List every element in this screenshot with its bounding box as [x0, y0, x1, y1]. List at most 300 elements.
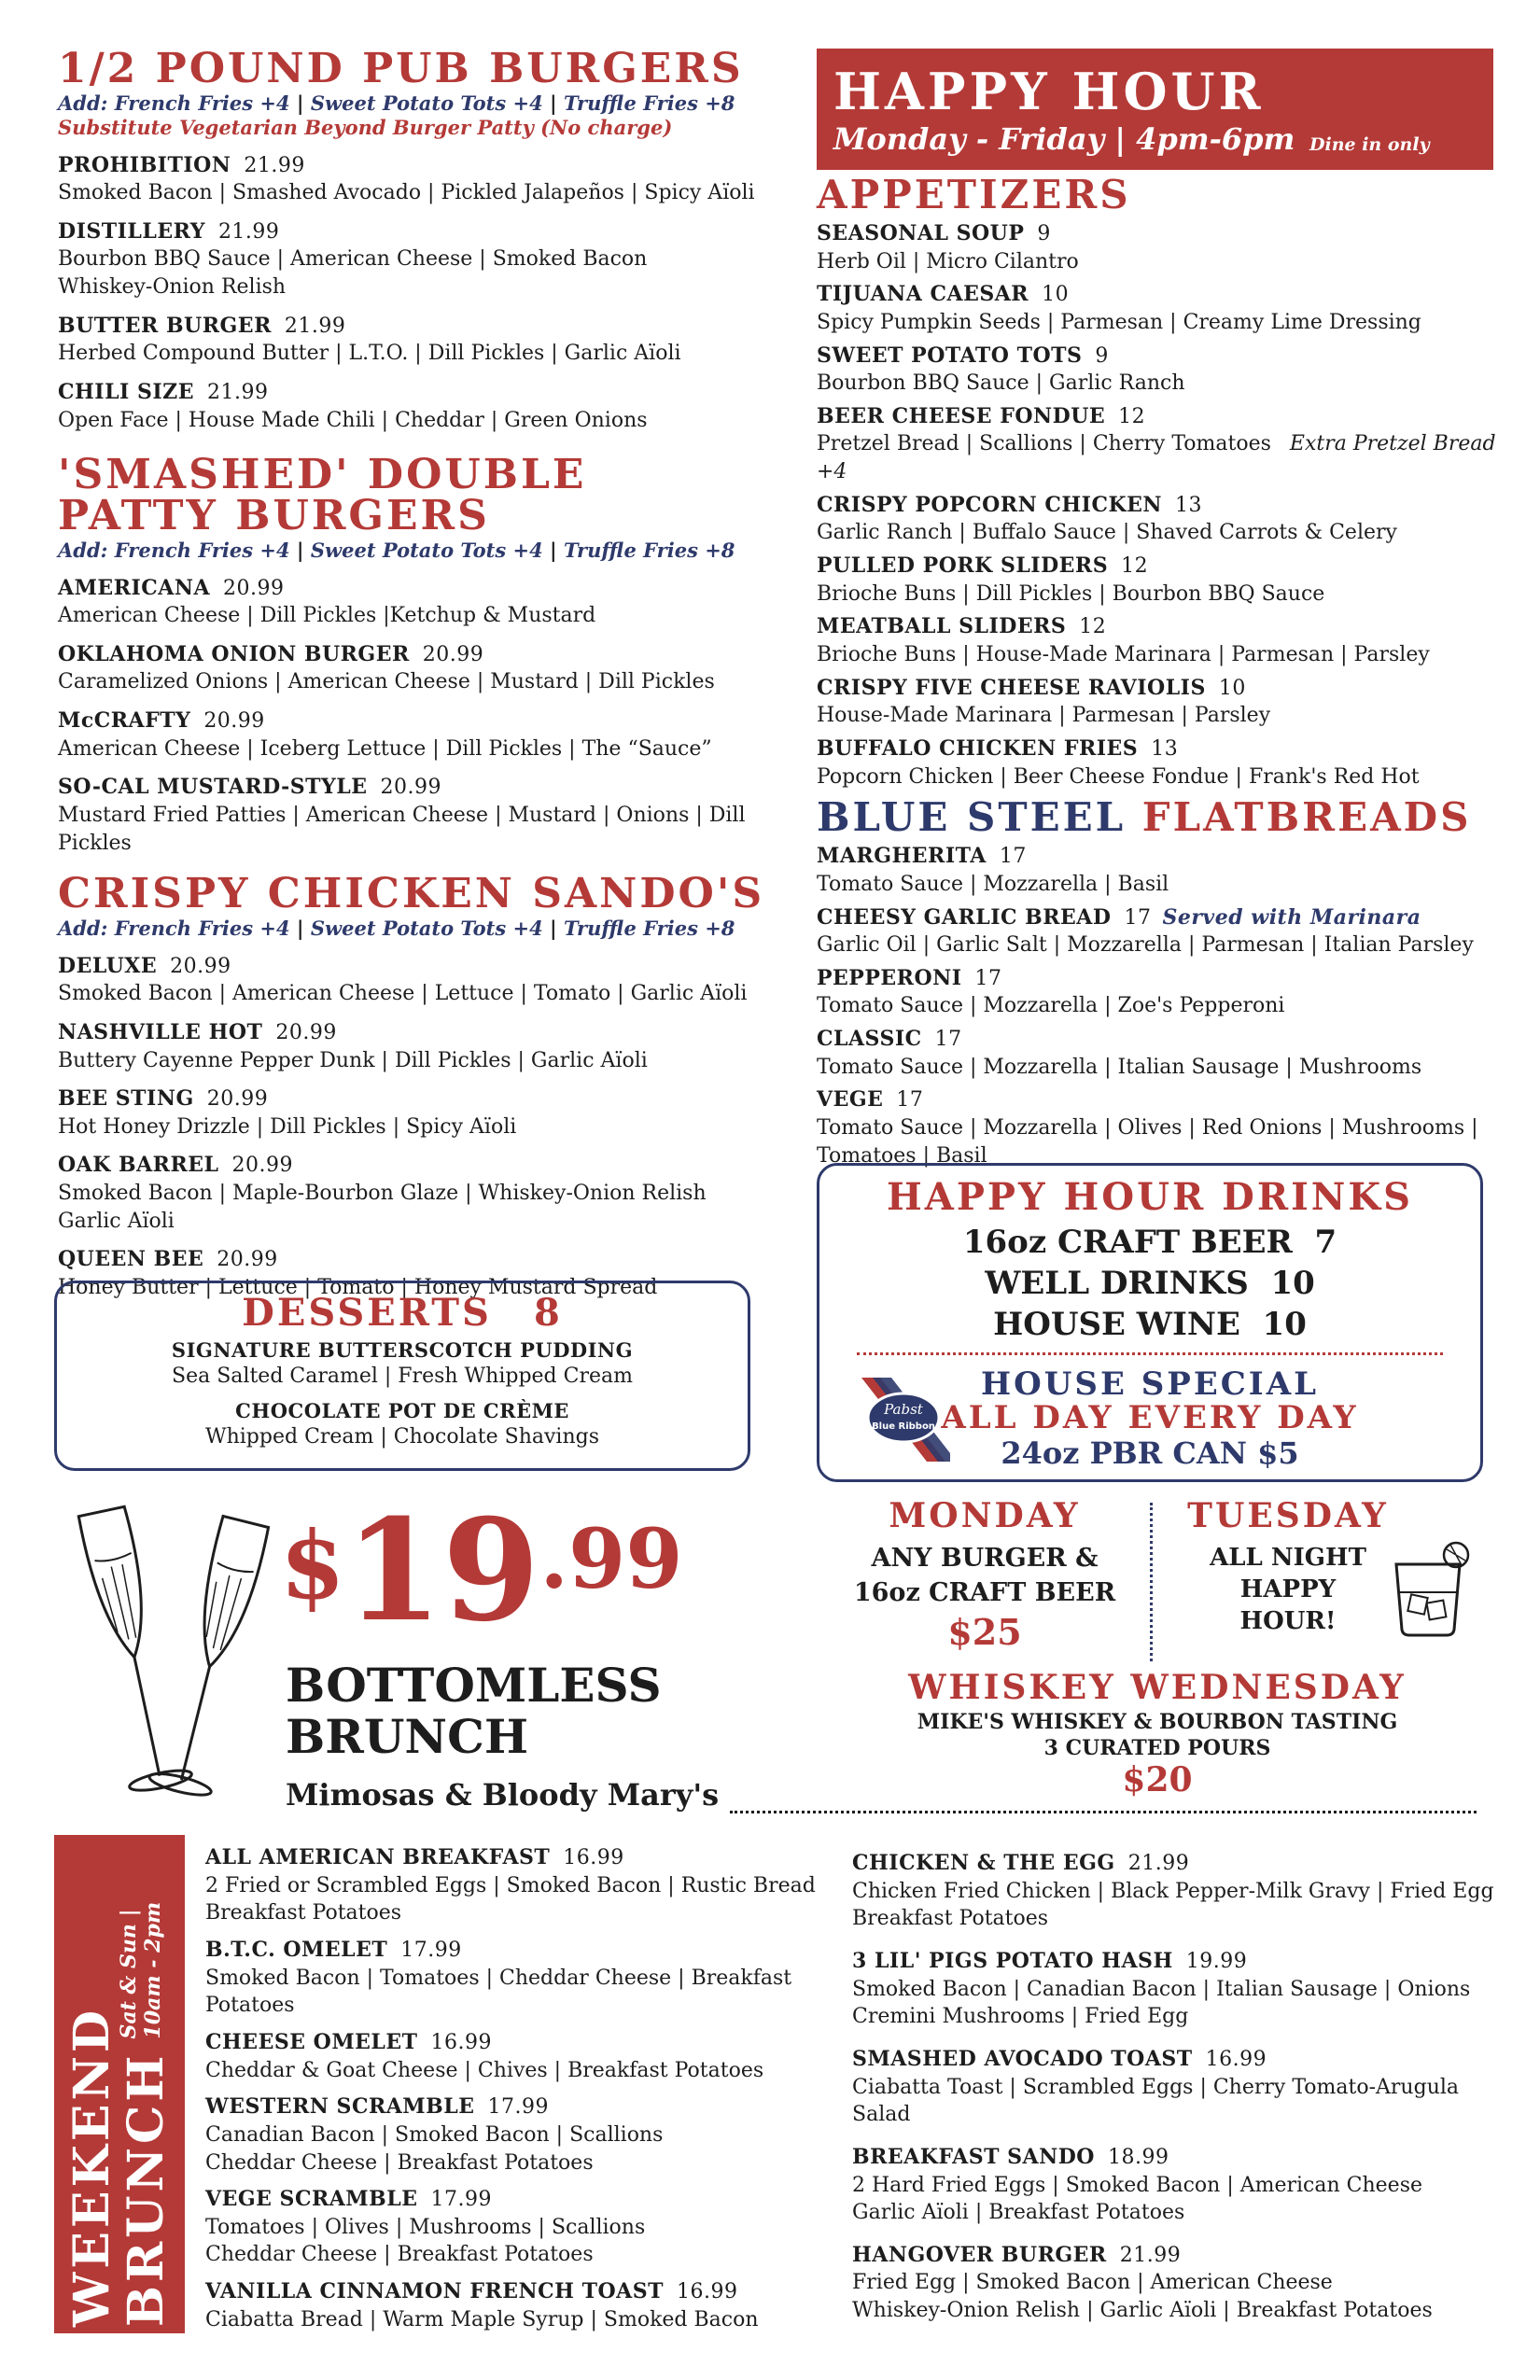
item-description	[58, 980, 795, 1008]
item-description	[205, 2241, 840, 2269]
banner-text	[63, 1841, 175, 2327]
item-name	[817, 492, 1507, 520]
item-description	[817, 248, 1507, 276]
desserts-price: 8	[534, 1291, 563, 1335]
item-description	[205, 1965, 840, 2020]
menu-item	[817, 553, 1507, 608]
item-title: MEATBALL SLIDERS	[817, 614, 1067, 639]
section-title: 1/2 POUND PUB BURGERS	[58, 45, 744, 92]
description-text: Pretzel Bread | Scallions | Cherry Tomatoes	[817, 432, 1271, 456]
item-price: 20.99	[380, 776, 441, 800]
drink-line: 16oz CRAFT BEER 7	[962, 1224, 1337, 1261]
whiskey-glass-illustration	[1389, 1536, 1473, 1639]
item-price: 12	[1079, 615, 1107, 639]
item-price: 21.99	[217, 219, 280, 244]
item-price: 9	[1037, 222, 1051, 245]
item-title: SEASONAL SOUP	[817, 221, 1025, 245]
description-text: Cheddar Cheese | Breakfast Potatoes	[205, 2243, 594, 2267]
description-text: Tomatoes | Basil	[817, 1143, 987, 1168]
item-description	[58, 1113, 795, 1141]
description-text: House-Made Marinara | Parmesan | Parsley	[817, 704, 1271, 728]
addon-truffle: Truffle Fries +8	[563, 539, 735, 563]
substitute-note: Substitute Vegetarian Beyond Burger Patty (No charge)	[58, 116, 673, 140]
item-title: WESTERN SCRAMBLE	[205, 2094, 475, 2120]
item-description	[817, 871, 1507, 899]
item-price: 17	[1124, 905, 1152, 930]
addons-line: Add: French Fries +4 | Sweet Potato Tots +4 | Truffle Fries +8	[58, 917, 735, 941]
item-title: PULLED PORK SLIDERS	[817, 553, 1109, 579]
item-price: 17.99	[487, 2095, 549, 2120]
description-text: Bourbon BBQ Sauce | American Cheese | Smoked Bacon	[58, 247, 648, 272]
section-title: APPETIZERS	[817, 172, 1131, 217]
champagne-glasses-icon	[58, 1499, 282, 1816]
item-name	[817, 343, 1507, 371]
menu-item	[58, 1085, 795, 1141]
weekday-divider	[1150, 1503, 1153, 1661]
item-title: VANILLA CINNAMON FRENCH TOAST	[205, 2279, 664, 2304]
item-description	[817, 370, 1507, 398]
item-title: B.T.C. OMELET	[205, 1937, 388, 1962]
menu-item	[205, 1937, 840, 2020]
item-price: 17	[999, 845, 1027, 869]
price-main: 19	[344, 1489, 540, 1653]
item-name	[58, 1246, 795, 1274]
item-price: 17.99	[400, 1938, 462, 1962]
menu-item	[817, 220, 1507, 275]
svg-text:Blue Ribbon: Blue Ribbon	[872, 1421, 935, 1432]
item-price: 16.99	[1205, 2047, 1267, 2071]
drinks-title: HAPPY HOUR DRINKS	[886, 1175, 1413, 1219]
description-text: American Cheese | Dill Pickles |Ketchup & Mustard	[58, 604, 596, 628]
monday-special	[840, 1496, 1129, 1653]
menu-item	[817, 403, 1507, 486]
item-description	[58, 735, 795, 763]
item-name	[817, 613, 1507, 641]
item-title: SMASHED AVOCADO TOAST	[852, 2046, 1193, 2071]
item-description	[817, 1114, 1507, 1142]
description-text: American Cheese | Iceberg Lettuce | Dill Pickles | The “Sauce”	[58, 736, 712, 761]
tuesday-title: TUESDAY	[1187, 1496, 1389, 1535]
description-text: Breakfast Potatoes	[205, 1901, 402, 1925]
addon-tots: Sweet Potato Tots +4	[310, 917, 543, 941]
item-price: 20.99	[422, 642, 484, 666]
item-name	[58, 1085, 795, 1113]
appetizers-section	[817, 172, 1507, 791]
item-title: SO-CAL MUSTARD-STYLE	[58, 775, 368, 800]
item-price: 10	[1042, 283, 1070, 307]
item-description	[205, 1872, 840, 1900]
description-text: 2 Hard Fried Eggs | Smoked Bacon | American Cheese	[852, 2173, 1423, 2197]
addon-tots: Sweet Potato Tots +4	[310, 91, 543, 115]
description-text: Brioche Buns | House-Made Marinara | Parmesan | Parsley	[817, 642, 1430, 666]
description-text: 2 Fried or Scrambled Eggs | Smoked Bacon | Rustic Bread	[205, 1873, 816, 1897]
item-name	[852, 2046, 1505, 2074]
item-name	[58, 1152, 795, 1180]
tuesday-line: HOUR!	[1239, 1607, 1337, 1635]
description-text: Cheddar Cheese | Breakfast Potatoes	[205, 2150, 594, 2175]
special-sub: ALL DAY EVERY DAY	[941, 1399, 1359, 1436]
menu-item	[58, 575, 795, 630]
description-text: Fried Egg | Smoked Bacon | American Cheese	[852, 2271, 1333, 2295]
happy-hour-title: HAPPY HOUR	[833, 62, 1265, 121]
item-price: 20.99	[231, 1154, 293, 1178]
banner-line-1: WEEKEND	[63, 2006, 120, 2327]
item-title: CHICKEN & THE EGG	[852, 1851, 1115, 1875]
menu-item	[817, 675, 1507, 730]
tuesday-special	[1176, 1496, 1400, 1635]
description-text: Smoked Bacon | Smashed Avocado | Pickled Jalapeños | Spicy Aïoli	[58, 181, 755, 205]
flatbreads-section	[817, 794, 1507, 1169]
item-description	[852, 2003, 1505, 2031]
item-title: McCRAFTY	[58, 708, 191, 734]
banner-line-2: BRUNCH	[118, 2051, 175, 2327]
item-title: HANGOVER BURGER	[852, 2242, 1107, 2267]
item-title: OKLAHOMA ONION BURGER	[58, 641, 410, 666]
item-description	[817, 519, 1507, 547]
item-description	[852, 2297, 1505, 2325]
drink-line: WELL DRINKS 10	[985, 1265, 1315, 1302]
item-name	[817, 735, 1507, 763]
item-name	[205, 2186, 840, 2214]
item-description	[58, 407, 795, 435]
description-text: Smoked Bacon | American Cheese | Lettuce | Tomato | Garlic Aïoli	[58, 982, 748, 1006]
dotted-rule	[730, 1811, 1477, 1813]
item-description	[852, 1878, 1505, 1906]
item-title: CLASSIC	[817, 1027, 922, 1052]
addon-fries: Add: French Fries +4	[58, 917, 290, 941]
description-text: Tomato Sauce | Mozzarella | Basil	[817, 872, 1169, 896]
description-text: Cremini Mushrooms | Fried Egg	[852, 2005, 1189, 2029]
wednesday-price: $20	[1122, 1760, 1193, 1799]
addon-fries: Add: French Fries +4	[58, 91, 290, 115]
item-description	[58, 602, 795, 630]
item-description	[817, 430, 1507, 485]
dotted-divider	[857, 1352, 1443, 1355]
menu-list	[58, 575, 795, 858]
whiskey-wednesday	[868, 1668, 1447, 1799]
item-name	[205, 1937, 840, 1965]
item-price: 18.99	[1107, 2145, 1169, 2169]
left-column	[58, 45, 795, 1302]
item-price: 17.99	[430, 2188, 492, 2212]
item-title: CRISPY FIVE CHEESE RAVIOLIS	[817, 675, 1206, 700]
description-text: Brioche Buns | Dill Pickles | Bourbon BBQ Sauce	[817, 581, 1325, 606]
menu-item	[817, 343, 1507, 398]
menu-item	[817, 281, 1507, 336]
item-description	[58, 340, 795, 368]
item-price: 20.99	[170, 954, 231, 978]
item-price: 17	[896, 1088, 924, 1113]
description-text: Tomato Sauce | Mozzarella | Olives | Red Onions | Mushrooms |	[817, 1115, 1478, 1140]
item-description	[58, 1180, 795, 1208]
description-text: Tomato Sauce | Mozzarella | Italian Sausage | Mushrooms	[817, 1055, 1422, 1079]
item-price: 20.99	[206, 1087, 269, 1112]
item-description	[852, 2172, 1505, 2200]
item-price: 21.99	[244, 153, 305, 177]
pub-burgers-section	[58, 45, 795, 434]
price-cents: .99	[539, 1510, 683, 1607]
dessert-item	[57, 1398, 748, 1451]
menu-list	[58, 152, 795, 435]
item-title: CHEESE OMELET	[205, 2029, 418, 2054]
menu-item	[58, 379, 795, 434]
item-name	[205, 1844, 840, 1872]
menu-item	[852, 1948, 1505, 2031]
item-name	[817, 675, 1507, 703]
item-title: PROHIBITION	[58, 152, 231, 177]
menu-list	[58, 953, 795, 1302]
happy-hour-banner	[817, 49, 1493, 170]
item-title: MARGHERITA	[817, 844, 987, 869]
item-description	[817, 992, 1507, 1020]
desserts-title: DESSERTS	[242, 1291, 492, 1335]
item-name	[58, 641, 795, 669]
monday-price: $25	[947, 1611, 1022, 1653]
item-price: 10	[1218, 676, 1246, 700]
item-price: 20.99	[275, 1020, 337, 1044]
item-description	[817, 309, 1507, 337]
item-description	[817, 931, 1507, 959]
brunch-line: BRUNCH	[286, 1709, 529, 1764]
item-title: PEPPERONI	[817, 965, 962, 990]
menu-item	[852, 1850, 1505, 1933]
description-text: Breakfast Potatoes	[852, 1907, 1049, 1931]
dessert-name: CHOCOLATE POT DE CRÈME	[235, 1398, 569, 1422]
price-dollar: $	[280, 1510, 345, 1620]
item-name	[852, 1850, 1505, 1878]
description-text: Cheddar & Goat Cheese | Chives | Breakfast Potatoes	[205, 2058, 764, 2082]
menu-item	[852, 2242, 1505, 2325]
menu-item	[817, 843, 1507, 898]
description-text: Honey Butter | Lettuce | Tomato | Honey Mustard Spread	[58, 1276, 658, 1300]
item-name	[58, 1019, 795, 1047]
chicken-sandos-section	[58, 870, 795, 1301]
description-text: Chicken Fried Chicken | Black Pepper-Milk Gravy | Fried Egg	[852, 1879, 1494, 1903]
section-title	[817, 794, 1507, 841]
item-title: VEGE	[817, 1087, 884, 1113]
desserts-box	[54, 1281, 750, 1471]
description-text: Whiskey-Onion Relish	[58, 275, 287, 300]
item-name	[817, 553, 1507, 581]
menu-item	[817, 904, 1507, 959]
item-name	[852, 2242, 1505, 2270]
menu-item	[205, 2278, 840, 2333]
item-name	[58, 218, 795, 246]
item-description	[852, 2269, 1505, 2297]
item-price: 19.99	[1185, 1949, 1248, 1973]
item-description	[817, 581, 1507, 609]
happy-hour-drinks-box	[817, 1163, 1483, 1482]
item-name	[817, 220, 1507, 248]
addon-fries: Add: French Fries +4	[58, 539, 290, 563]
item-name	[817, 965, 1507, 993]
item-description	[205, 2306, 840, 2334]
bottomless-heading	[286, 1659, 719, 1813]
item-description	[852, 1905, 1505, 1933]
item-price: 21.99	[1119, 2243, 1182, 2267]
section-title	[58, 451, 795, 540]
item-description	[58, 1047, 795, 1075]
item-description	[58, 802, 795, 857]
item-title: CHILI SIZE	[58, 380, 195, 405]
smashed-burgers-section	[58, 451, 795, 857]
description-text: Smoked Bacon | Maple-Bourbon Glaze | Whiskey-Onion Relish	[58, 1182, 707, 1206]
item-title: QUEEN BEE	[58, 1247, 204, 1272]
item-name	[58, 774, 795, 802]
tuesday-line: HAPPY	[1239, 1575, 1337, 1603]
title-line-1: 'SMASHED' DOUBLE	[58, 451, 587, 499]
item-name	[58, 707, 795, 735]
item-price: 20.99	[217, 1248, 278, 1272]
dessert-desc: Whipped Cream | Chocolate Shavings	[204, 1425, 599, 1449]
section-title: CRISPY CHICKEN SANDO'S	[58, 870, 765, 918]
item-name	[205, 2278, 840, 2306]
description-text: Smoked Bacon | Tomatoes | Cheddar Cheese | Breakfast Potatoes	[205, 1966, 792, 2018]
item-description	[852, 1976, 1505, 2004]
brunch-left-column	[205, 1835, 840, 2333]
menu-item	[817, 492, 1507, 547]
brunch-price	[280, 1489, 683, 1653]
pbr-logo	[857, 1373, 950, 1466]
item-name	[58, 313, 795, 341]
monday-line: 16oz CRAFT BEER	[853, 1578, 1116, 1607]
svg-text:Pabst: Pabst	[884, 1401, 923, 1418]
item-price: 16.99	[430, 2030, 493, 2054]
dessert-name: SIGNATURE BUTTERSCOTCH PUDDING	[171, 1338, 634, 1362]
menu-item	[852, 2144, 1505, 2227]
item-name	[852, 1948, 1505, 1976]
weekend-brunch-banner	[54, 1835, 185, 2333]
description-text: Garlic Ranch | Buffalo Sauce | Shaved Carrots & Celery	[817, 521, 1397, 545]
item-title: NASHVILLE HOT	[58, 1019, 263, 1044]
addon-tots: Sweet Potato Tots +4	[310, 539, 543, 563]
description-text: Tomatoes | Olives | Mushrooms | Scallions	[205, 2215, 646, 2239]
item-price: 13	[1174, 493, 1202, 517]
appetizer-list	[817, 220, 1507, 791]
menu-item	[58, 707, 795, 763]
item-price: 16.99	[563, 1846, 624, 1869]
description-text: Tomato Sauce | Mozzarella | Zoe's Pepperoni	[817, 994, 1285, 1018]
menu-item	[205, 2186, 840, 2269]
item-description	[817, 1054, 1507, 1082]
menu-item	[58, 953, 795, 1008]
description-text: Ciabatta Toast | Scrambled Eggs | Cherry Tomato-Arugula Salad	[852, 2075, 1460, 2127]
item-description	[817, 641, 1507, 669]
item-name	[817, 403, 1507, 431]
menu-item	[58, 641, 795, 696]
addons-line: Add: French Fries +4 | Sweet Potato Tots +4 | Truffle Fries +8	[58, 91, 735, 115]
item-name	[817, 1026, 1507, 1054]
item-description	[817, 763, 1507, 791]
description-text: Garlic Aïoli	[58, 1209, 175, 1233]
description-text: Bourbon BBQ Sauce | Garlic Ranch	[817, 371, 1185, 396]
item-title: 3 LIL' PIGS POTATO HASH	[852, 1948, 1173, 1973]
item-title: VEGE SCRAMBLE	[205, 2187, 418, 2212]
addon-truffle: Truffle Fries +8	[563, 91, 735, 115]
dine-in-note: Dine in only	[1309, 134, 1430, 155]
item-title: SWEET POTATO TOTS	[817, 343, 1083, 368]
item-price: 21.99	[284, 314, 346, 338]
dessert-item	[57, 1337, 748, 1391]
right-column	[817, 172, 1507, 1169]
item-name	[817, 843, 1507, 871]
item-price: 20.99	[223, 576, 285, 600]
monday-line: ANY BURGER &	[871, 1544, 1099, 1573]
description-text: Herb Oil | Micro Cilantro	[817, 249, 1079, 273]
item-extra: Extra Pretzel Bread +4	[817, 432, 1496, 484]
item-name	[205, 2093, 840, 2121]
item-title: OAK BARREL	[58, 1153, 219, 1178]
item-title: DISTILLERY	[58, 218, 205, 244]
item-price: 17	[974, 966, 1002, 990]
item-title: ALL AMERICAN BREAKFAST	[205, 1845, 551, 1869]
description-text: Canadian Bacon | Smoked Bacon | Scallions	[205, 2122, 664, 2147]
wednesday-title: WHISKEY WEDNESDAY	[908, 1668, 1407, 1707]
item-description	[205, 2121, 840, 2149]
menu-item	[205, 1844, 840, 1927]
item-name	[852, 2144, 1505, 2172]
happy-hour-days: Monday - Friday | 4pm-6pm	[833, 121, 1295, 157]
menu-item	[817, 735, 1507, 791]
brunch-right-column	[852, 1835, 1505, 2325]
menu-item	[817, 965, 1507, 1020]
item-title: CRISPY POPCORN CHICKEN	[817, 492, 1162, 517]
item-price: 12	[1118, 404, 1146, 428]
description-text: Ciabatta Bread | Warm Maple Syrup | Smoked Bacon	[205, 2307, 759, 2331]
special-deal: 24oz PBR CAN $5	[1001, 1435, 1299, 1471]
item-description	[852, 2074, 1505, 2129]
description-text: Hot Honey Drizzle | Dill Pickles | Spicy Aïoli	[58, 1114, 517, 1139]
item-description	[817, 702, 1507, 730]
item-name	[58, 152, 795, 180]
item-price: 16.99	[676, 2280, 738, 2304]
special-title: HOUSE SPECIAL	[981, 1365, 1319, 1403]
menu-item	[817, 1086, 1507, 1169]
menu-item	[58, 1152, 795, 1235]
item-price: 17	[934, 1028, 962, 1052]
title-line-2: PATTY BURGERS	[58, 492, 490, 540]
item-title: BUTTER BURGER	[58, 313, 272, 338]
menu-item	[817, 613, 1507, 668]
wednesday-line: MIKE'S WHISKEY & BOURBON TASTING	[917, 1710, 1398, 1734]
description-text: Smoked Bacon | Canadian Bacon | Italian Sausage | Onions	[852, 1977, 1471, 2001]
description-text: Buttery Cayenne Pepper Dunk | Dill Pickles | Garlic Aïoli	[58, 1048, 648, 1072]
description-text: Mustard Fried Patties | American Cheese | Mustard | Onions | Dill Pickles	[58, 804, 746, 855]
dessert-desc: Sea Salted Caramel | Fresh Whipped Cream	[172, 1365, 633, 1389]
item-name	[817, 904, 1507, 932]
menu-item	[58, 218, 795, 301]
item-name	[205, 2029, 840, 2057]
item-description	[205, 2149, 840, 2177]
description-text: Popcorn Chicken | Beer Cheese Fondue | Frank's Red Hot	[817, 764, 1420, 789]
pbr-ribbon-icon	[857, 1373, 950, 1466]
item-title: BUFFALO CHICKEN FRIES	[817, 735, 1139, 761]
wednesday-line: 3 CURATED POURS	[1043, 1736, 1271, 1760]
mimosas-line: Mimosas & Bloody Mary's	[286, 1777, 720, 1813]
description-text: Whiskey-Onion Relish | Garlic Aïoli | Breakfast Potatoes	[852, 2299, 1433, 2323]
item-description	[58, 245, 795, 273]
item-name	[58, 379, 795, 407]
item-price: 13	[1151, 736, 1179, 761]
item-price: 12	[1121, 554, 1149, 579]
description-text: Herbed Compound Butter | L.T.O. | Dill Pickles | Garlic Aïoli	[58, 342, 681, 366]
item-description	[205, 2057, 840, 2085]
item-description	[205, 1899, 840, 1927]
item-name	[58, 953, 795, 981]
description-text: Garlic Aïoli | Breakfast Potatoes	[852, 2201, 1185, 2225]
menu-item	[58, 774, 795, 857]
item-title: CHEESY GARLIC BREAD	[817, 904, 1112, 930]
